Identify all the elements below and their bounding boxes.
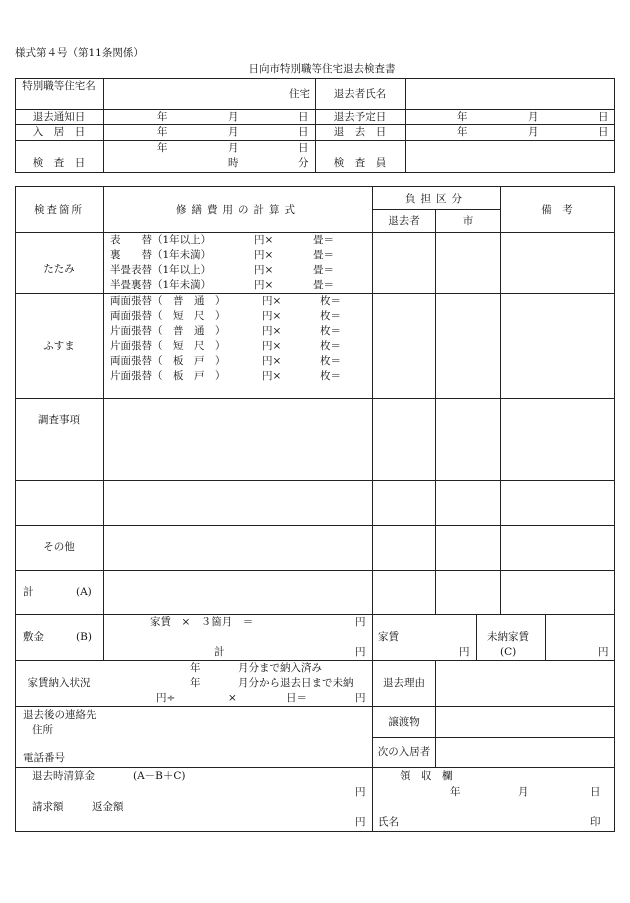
housing-name-label: 特別職等住宅名 bbox=[22, 80, 96, 92]
fusuma-count-1: 枚＝ bbox=[320, 295, 341, 307]
rent-label: 家賃 bbox=[378, 631, 399, 643]
fusuma-count-5: 枚＝ bbox=[320, 355, 341, 367]
col-location-header: 検査箇所 bbox=[34, 204, 84, 216]
inspection-hour: 時 bbox=[228, 157, 239, 169]
refund-label: 返金額 bbox=[92, 801, 124, 813]
seal-mark: 印 bbox=[590, 816, 601, 828]
inspection-minute: 分 bbox=[298, 157, 309, 169]
notice-day: 日 bbox=[298, 111, 309, 123]
fusuma-unit-4: 円× bbox=[262, 340, 282, 352]
tatami-unit-4: 円× bbox=[254, 279, 274, 291]
fusuma-unit-5: 円× bbox=[262, 355, 282, 367]
rent-formula-days: 日＝ bbox=[286, 692, 307, 704]
planned-date-label: 退去予定日 bbox=[333, 111, 387, 123]
rent-paid-month: 月分まで納入済み bbox=[238, 662, 322, 674]
rent-formula-yen: 円 bbox=[355, 692, 366, 704]
tatami-item-1: 表 替（1年以上） bbox=[110, 234, 212, 246]
tatami-count-4: 畳＝ bbox=[313, 279, 334, 291]
move-in-label: 入 居 日 bbox=[32, 126, 86, 138]
other-label: その他 bbox=[43, 541, 75, 553]
tatami-item-4: 半畳裏替（1年未満） bbox=[110, 279, 212, 291]
fusuma-count-3: 枚＝ bbox=[320, 325, 341, 337]
deposit-label: 敷金 bbox=[23, 631, 44, 643]
tatami-label: たたみ bbox=[43, 263, 75, 275]
col-tenant-header: 退去者 bbox=[388, 215, 420, 227]
col-remarks-header: 備 考 bbox=[541, 204, 573, 216]
rent-formula-times: × bbox=[228, 692, 237, 704]
fusuma-item-5: 両面張替（ 板 戸 ） bbox=[110, 355, 226, 367]
unpaid-rent-yen: 円 bbox=[598, 646, 609, 658]
deposit-code: (B) bbox=[76, 631, 92, 643]
move-in-day: 日 bbox=[298, 126, 309, 138]
rent-paid-year: 年 bbox=[190, 662, 201, 674]
move-out-label: 退 去 日 bbox=[333, 126, 387, 138]
col-formula-header: 修繕費用の計算式 bbox=[176, 204, 300, 216]
next-tenant-label: 次の入居者 bbox=[377, 746, 431, 758]
unpaid-rent-code: (C) bbox=[500, 646, 517, 658]
tatami-count-2: 畳＝ bbox=[313, 249, 334, 261]
reason-label: 退去理由 bbox=[383, 677, 425, 689]
planned-day: 日 bbox=[598, 111, 609, 123]
move-in-year: 年 bbox=[157, 126, 168, 138]
fusuma-item-4: 片面張替（ 短 尺 ） bbox=[110, 340, 226, 352]
fusuma-item-2: 両面張替（ 短 尺 ） bbox=[110, 310, 226, 322]
fusuma-count-4: 枚＝ bbox=[320, 340, 341, 352]
tenant-name-label: 退去者氏名 bbox=[333, 88, 387, 100]
total-label: 計 bbox=[23, 586, 34, 598]
total-code: (A) bbox=[76, 586, 92, 598]
claim-label: 請求額 bbox=[32, 801, 64, 813]
fusuma-unit-2: 円× bbox=[262, 310, 282, 322]
deposit-total-yen: 円 bbox=[355, 646, 366, 658]
rent-yen: 円 bbox=[459, 646, 470, 658]
col-burden-header: 負担区分 bbox=[405, 193, 467, 205]
document-title: 日向市特別職等住宅退去検査書 bbox=[248, 63, 396, 75]
notice-year: 年 bbox=[157, 111, 168, 123]
fusuma-item-3: 片面張替（ 普 通 ） bbox=[110, 325, 226, 337]
unpaid-rent-label: 未納家賃 bbox=[487, 631, 529, 643]
planned-year: 年 bbox=[457, 111, 468, 123]
housing-suffix: 住宅 bbox=[289, 88, 310, 100]
receipt-month: 月 bbox=[518, 786, 529, 798]
planned-month: 月 bbox=[528, 111, 539, 123]
inspection-date-label: 検 査 日 bbox=[32, 157, 86, 169]
refund-yen: 円 bbox=[355, 816, 366, 828]
rent-unpaid-month: 月分から退去日まで未納 bbox=[238, 677, 354, 689]
deposit-formula: 家賃 × ３箇月 ＝ bbox=[150, 616, 254, 628]
settlement-yen: 円 bbox=[355, 786, 366, 798]
tatami-count-3: 畳＝ bbox=[313, 264, 334, 276]
tatami-item-2: 裏 替（1年未満） bbox=[110, 249, 212, 261]
fusuma-count-2: 枚＝ bbox=[320, 310, 341, 322]
fusuma-item-1: 両面張替（ 普 通 ） bbox=[110, 295, 226, 307]
deposit-formula-yen: 円 bbox=[355, 616, 366, 628]
tatami-unit-3: 円× bbox=[254, 264, 274, 276]
fusuma-unit-1: 円× bbox=[262, 295, 282, 307]
tatami-unit-2: 円× bbox=[254, 249, 274, 261]
tatami-item-3: 半畳表替（1年以上） bbox=[110, 264, 212, 276]
notice-month: 月 bbox=[228, 111, 239, 123]
tatami-unit-1: 円× bbox=[254, 234, 274, 246]
fusuma-label: ふすま bbox=[43, 340, 75, 352]
rent-formula-div: 円÷ bbox=[156, 692, 176, 704]
inspection-month: 月 bbox=[228, 142, 239, 154]
settlement-label: 退去時清算金 bbox=[32, 770, 95, 782]
fusuma-count-6: 枚＝ bbox=[320, 370, 341, 382]
inspection-day: 日 bbox=[298, 142, 309, 154]
notice-date-label: 退去通知日 bbox=[32, 111, 86, 123]
inspector-label: 検 査 員 bbox=[333, 157, 387, 169]
receipt-label: 領 収 欄 bbox=[400, 770, 453, 782]
tatami-count-1: 畳＝ bbox=[313, 234, 334, 246]
move-out-year: 年 bbox=[457, 126, 468, 138]
rent-unpaid-year: 年 bbox=[190, 677, 201, 689]
fusuma-unit-3: 円× bbox=[262, 325, 282, 337]
deposit-total-label: 計 bbox=[214, 646, 225, 658]
phone-label: 電話番号 bbox=[23, 752, 65, 764]
fusuma-item-6: 片面張替（ 板 戸 ） bbox=[110, 370, 226, 382]
rent-status-label: 家賃納入状況 bbox=[27, 677, 91, 689]
address-label: 住所 bbox=[32, 724, 53, 736]
receipt-name-label: 氏名 bbox=[378, 816, 399, 828]
transfer-label: 譲渡物 bbox=[388, 716, 420, 728]
form-number: 様式第４号（第11条関係） bbox=[15, 47, 144, 59]
settlement-formula: (A－B＋C) bbox=[133, 770, 186, 782]
receipt-year: 年 bbox=[450, 786, 461, 798]
fusuma-unit-6: 円× bbox=[262, 370, 282, 382]
receipt-day: 日 bbox=[590, 786, 601, 798]
survey-label: 調査事項 bbox=[38, 414, 80, 426]
col-city-header: 市 bbox=[462, 215, 474, 227]
inspection-year: 年 bbox=[157, 142, 168, 154]
contact-label: 退去後の連絡先 bbox=[23, 709, 97, 721]
move-in-month: 月 bbox=[228, 126, 239, 138]
move-out-day: 日 bbox=[598, 126, 609, 138]
move-out-month: 月 bbox=[528, 126, 539, 138]
